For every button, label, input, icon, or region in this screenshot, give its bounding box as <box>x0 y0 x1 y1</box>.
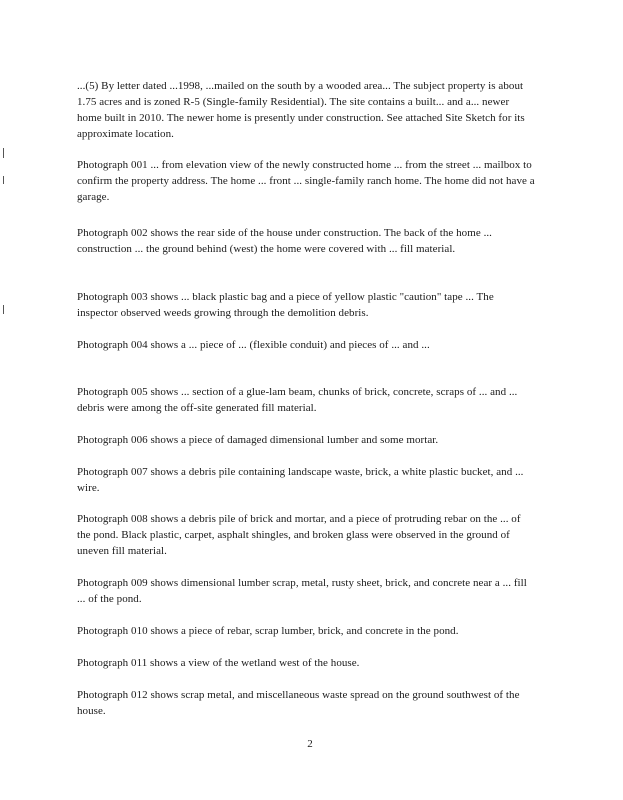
paragraph-photo-012: Photograph 012 shows scrap metal, and miscellaneous waste spread on the ground southwest of the house. <box>77 689 520 717</box>
scan-edge-mark <box>3 176 4 184</box>
paragraph-photo-009: Photograph 009 shows dimensional lumber scrap, metal, rusty sheet, brick, and concrete near a ... fill ... of the pond. <box>77 577 527 605</box>
paragraph-photo-003: Photograph 003 shows ... black plastic bag and a piece of yellow plastic "caution" tape ... The inspector observed weeds growing through the demolition debris. <box>77 291 494 319</box>
paragraph-photo-010: Photograph 010 shows a piece of rebar, scrap lumber, brick, and concrete in the pond. <box>77 625 459 637</box>
paragraph-photo-008: Photograph 008 shows a debris pile of brick and mortar, and a piece of protruding rebar on the ... of the pond. Black plastic, carpet, asphalt shingles, and broken glass were observed in the ground of uneven fill material. <box>77 513 521 557</box>
paragraph-photo-005: Photograph 005 shows ... section of a glue-lam beam, chunks of brick, concrete, scraps of ... and ... debris were among the off-site generated fill material. <box>77 386 518 414</box>
paragraph-photo-011: Photograph 011 shows a view of the wetland west of the house. <box>77 657 360 669</box>
paragraph-photo-004: Photograph 004 shows a ... piece of ... (flexible conduit) and pieces of ... and ... <box>77 339 430 351</box>
paragraph-photo-001: Photograph 001 ... from elevation view of the newly constructed home ... from the street ... mailbox to confirm the property address. The home ... front ... single-family ranch home. The home did not have a garage. <box>77 159 535 203</box>
paragraph-site-description: ...(5) By letter dated ...1998, ...mailed on the south by a wooded area... The subject property is about 1.75 acres and is zoned R-5 (Single-family Residential). The site contains a built... and a... newer home built in 2010. The newer home is presently under construction. See attached Site Sketch for its approximate location. <box>77 80 525 140</box>
scan-edge-mark <box>3 305 4 314</box>
paragraph-photo-007: Photograph 007 shows a debris pile containing landscape waste, brick, a white plastic bucket, and ... wire. <box>77 466 524 494</box>
paragraph-photo-006: Photograph 006 shows a piece of damaged dimensional lumber and some mortar. <box>77 434 439 446</box>
page-number: 2 <box>307 738 313 750</box>
paragraph-photo-002: Photograph 002 shows the rear side of the house under construction. The back of the home ... construction ... the ground behind (west) the home were covered with ... fill material. <box>77 227 492 255</box>
scan-edge-mark <box>3 148 4 158</box>
